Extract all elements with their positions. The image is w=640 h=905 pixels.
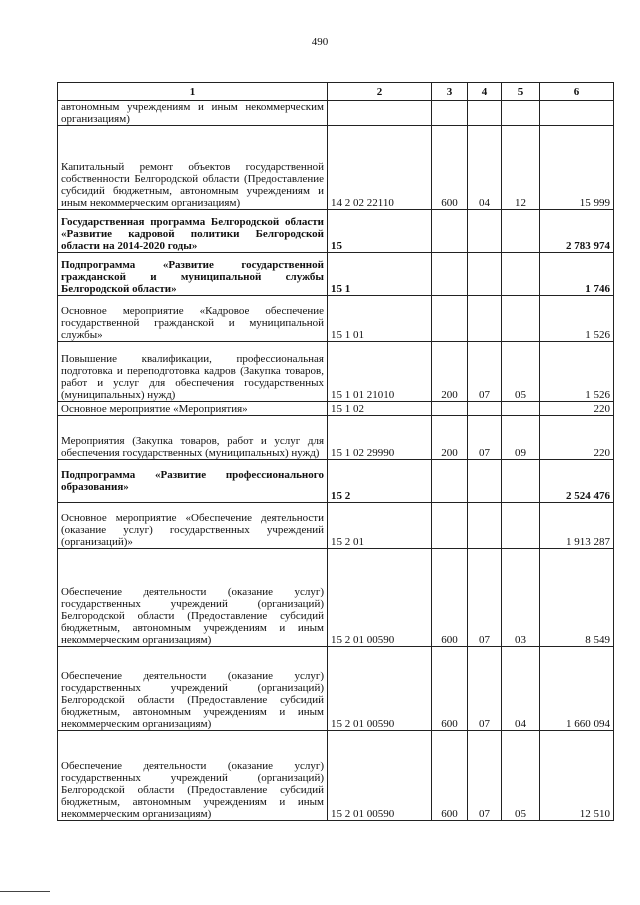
- row-code-cell: 15 1: [328, 253, 432, 296]
- row-subsection-cell: 09: [502, 416, 540, 460]
- row-code-cell: 15 2: [328, 460, 432, 503]
- row-code-cell: 15 1 02: [328, 402, 432, 416]
- row-name-cell: Государственная программа Белгородской области «Развитие кадровой политики Белгородской области на 2014-2020 годы»: [58, 210, 328, 253]
- table-row: [58, 101, 614, 126]
- row-subsection-cell: [502, 402, 540, 416]
- table-row: [58, 460, 614, 503]
- table-row: [58, 549, 614, 647]
- row-name-cell: Обеспечение деятельности (оказание услуг) государственных учреждений (организаций) Белгородской области (Предоставление субсидий бюджетным, автономным учреждениям и иным некоммерческим организациям): [58, 731, 328, 821]
- table-header-row: [58, 83, 614, 101]
- row-section-cell: 07: [468, 731, 502, 821]
- row-name-cell: Основное мероприятие «Мероприятия»: [58, 402, 328, 416]
- row-name-cell: Основное мероприятие «Кадровое обеспечение государственной гражданской и муниципальной службы»: [58, 296, 328, 342]
- row-section-cell: [468, 210, 502, 253]
- row-section-cell: [468, 503, 502, 549]
- row-expense-type-cell: [432, 402, 468, 416]
- row-code-cell: 15 1 02 29990: [328, 416, 432, 460]
- row-amount-cell: 1 913 287: [540, 503, 614, 549]
- table-row: [58, 731, 614, 821]
- column-header: 1: [58, 83, 328, 101]
- row-code-cell: 15 2 01: [328, 503, 432, 549]
- row-amount-cell: 2 524 476: [540, 460, 614, 503]
- row-name-cell: Подпрограмма «Развитие государственной гражданской и муниципальной службы Белгородской области»: [58, 253, 328, 296]
- row-name-cell: Обеспечение деятельности (оказание услуг) государственных учреждений (организаций) Белгородской области (Предоставление субсидий бюджетным, автономным учреждениям и иным некоммерческим организациям): [58, 647, 328, 731]
- row-section-cell: [468, 460, 502, 503]
- row-subsection-cell: 03: [502, 549, 540, 647]
- row-amount-cell: 1 660 094: [540, 647, 614, 731]
- table-row: [58, 503, 614, 549]
- row-amount-cell: 1 526: [540, 342, 614, 402]
- row-amount-cell: 12 510: [540, 731, 614, 821]
- row-code-cell: 15 2 01 00590: [328, 549, 432, 647]
- row-section-cell: [468, 296, 502, 342]
- column-header: 4: [468, 83, 502, 101]
- row-amount-cell: 220: [540, 402, 614, 416]
- row-section-cell: 04: [468, 126, 502, 210]
- bottom-rule-divider: [0, 891, 50, 892]
- row-expense-type-cell: 200: [432, 416, 468, 460]
- row-section-cell: 07: [468, 416, 502, 460]
- row-subsection-cell: 04: [502, 647, 540, 731]
- row-expense-type-cell: [432, 210, 468, 253]
- row-amount-cell: 2 783 974: [540, 210, 614, 253]
- row-amount-cell: 1 746: [540, 253, 614, 296]
- column-header: 2: [328, 83, 432, 101]
- row-expense-type-cell: [432, 101, 468, 126]
- row-subsection-cell: [502, 101, 540, 126]
- row-expense-type-cell: 600: [432, 126, 468, 210]
- row-subsection-cell: 05: [502, 731, 540, 821]
- row-amount-cell: 8 549: [540, 549, 614, 647]
- row-expense-type-cell: 600: [432, 549, 468, 647]
- table-row: [58, 253, 614, 296]
- row-name-cell: Повышение квалификации, профессиональная подготовка и переподготовка кадров (Закупка товаров, работ и услуг для обеспечения государственных (муниципальных) нужд): [58, 342, 328, 402]
- row-section-cell: [468, 402, 502, 416]
- table-row: [58, 296, 614, 342]
- table-row: [58, 416, 614, 460]
- row-code-cell: 15 2 01 00590: [328, 731, 432, 821]
- row-expense-type-cell: [432, 460, 468, 503]
- row-amount-cell: 1 526: [540, 296, 614, 342]
- row-section-cell: [468, 253, 502, 296]
- row-expense-type-cell: 600: [432, 647, 468, 731]
- row-code-cell: [328, 101, 432, 126]
- row-subsection-cell: [502, 296, 540, 342]
- row-name-cell: Обеспечение деятельности (оказание услуг) государственных учреждений (организаций) Белгородской области (Предоставление субсидий бюджетным, автономным учреждениям и иным некоммерческим организациям): [58, 549, 328, 647]
- row-subsection-cell: [502, 460, 540, 503]
- table-row: [58, 402, 614, 416]
- row-section-cell: 07: [468, 647, 502, 731]
- row-code-cell: 15 1 01: [328, 296, 432, 342]
- row-name-cell: Подпрограмма «Развитие профессионального образования»: [58, 460, 328, 503]
- row-subsection-cell: [502, 253, 540, 296]
- row-expense-type-cell: 600: [432, 731, 468, 821]
- table-row: [58, 210, 614, 253]
- column-header: 5: [502, 83, 540, 101]
- row-expense-type-cell: [432, 503, 468, 549]
- row-subsection-cell: [502, 210, 540, 253]
- row-section-cell: 07: [468, 549, 502, 647]
- row-amount-cell: 220: [540, 416, 614, 460]
- budget-table: [57, 82, 614, 821]
- row-code-cell: 14 2 02 22110: [328, 126, 432, 210]
- row-subsection-cell: 12: [502, 126, 540, 210]
- page-number: 490: [311, 36, 329, 48]
- row-expense-type-cell: 200: [432, 342, 468, 402]
- row-section-cell: [468, 101, 502, 126]
- table-row: [58, 342, 614, 402]
- table-row: [58, 647, 614, 731]
- row-expense-type-cell: [432, 253, 468, 296]
- row-name-cell: Основное мероприятие «Обеспечение деятельности (оказание услуг) государственных учреждений (организаций)»: [58, 503, 328, 549]
- table-row: [58, 126, 614, 210]
- row-name-cell: Капитальный ремонт объектов государственной собственности Белгородской области (Предоставление субсидий бюджетным, автономным учреждениям и иным некоммерческим организациям): [58, 126, 328, 210]
- row-section-cell: 07: [468, 342, 502, 402]
- row-name-cell: автономным учреждениям и иным некоммерческим организациям): [58, 101, 328, 126]
- column-header: 6: [540, 83, 614, 101]
- row-code-cell: 15: [328, 210, 432, 253]
- row-amount-cell: 15 999: [540, 126, 614, 210]
- row-subsection-cell: 05: [502, 342, 540, 402]
- row-subsection-cell: [502, 503, 540, 549]
- row-expense-type-cell: [432, 296, 468, 342]
- column-header: 3: [432, 83, 468, 101]
- row-code-cell: 15 1 01 21010: [328, 342, 432, 402]
- row-amount-cell: [540, 101, 614, 126]
- row-code-cell: 15 2 01 00590: [328, 647, 432, 731]
- row-name-cell: Мероприятия (Закупка товаров, работ и услуг для обеспечения государственных (муниципальных) нужд): [58, 416, 328, 460]
